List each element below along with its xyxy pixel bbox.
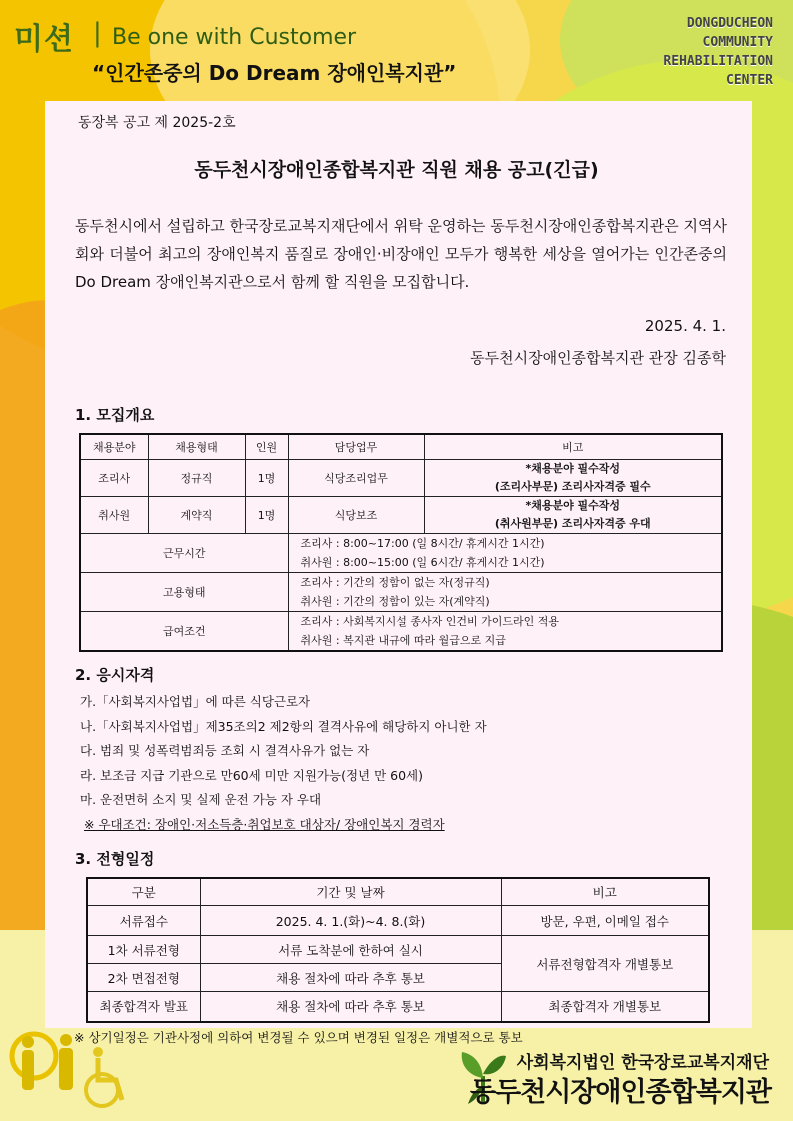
recruitment-table <box>79 433 723 652</box>
header <box>0 0 793 100</box>
table-row: 취사원 계약직 1명 식당보조 *채용분야 필수작성 (취사원부문) 조리사자격증 우대 <box>80 497 722 534</box>
table-row: 2차 면접전형 채용 절차에 따라 추후 통보 <box>87 964 709 992</box>
schedule-footnote: ※ 상기일정은 기관사정에 의하여 변경될 수 있으며 변경된 일정은 개별적으로 통보 <box>74 1030 523 1045</box>
schedule-table <box>86 877 710 1023</box>
table-row: 조리사 정규직 1명 식당조리업무 *채용분야 필수작성 (조리사부문) 조리사자격증 필수 <box>80 460 722 497</box>
separator: | <box>93 18 102 48</box>
preference-note: ※ 우대조건: 장애인·저소득층·취업보호 대상자/ 장애인복지 경력자 <box>84 816 445 832</box>
tagline: Be one with Customer <box>112 25 357 50</box>
table-row: 1차 서류전형 서류 도착분에 한하여 실시 서류전형합격자 개별통보 <box>87 936 709 964</box>
slogan: “인간존중의 Do Dream 장애인복지관” <box>92 61 457 85</box>
list-item: 다. 범죄 및 성폭력범죄등 조회 시 결격사유가 없는 자 <box>80 743 370 758</box>
list-item: 마. 운전면허 소지 및 실제 운전 가능 자 우대 <box>80 792 322 807</box>
organization-name: 동두천시장애인종합복지관 <box>470 1077 771 1108</box>
table-row: 근무시간 조리사 : 8:00~17:00 (일 8시간/ 휴게시간 1시간) 취사원 : 8:00~15:00 (일 6시간/ 휴게시간 1시간) <box>80 534 722 573</box>
table-row: 서류접수 2025. 4. 1.(화)~4. 8.(화) 방문, 우편, 이메일 접수 <box>87 906 709 936</box>
list-item: 나.「사회복지사업법」제35조의2 제2항의 결격사유에 해당하지 아니한 자 <box>80 718 487 734</box>
notice-date: 2025. 4. 1. <box>644 317 726 335</box>
qualification-list <box>80 690 487 837</box>
table-header-row: 구분 기간 및 날짜 비고 <box>87 878 709 906</box>
people-pictogram-icon <box>6 1028 156 1118</box>
notice-title: 동두천시장애인종합복지관 직원 채용 공고(긴급) <box>194 159 599 181</box>
table-row: 급여조건 조리사 : 사회복지시설 종사자 인건비 가이드라인 적용 취사원 : 복지관 내규에 따라 월급으로 지급 <box>80 612 722 652</box>
section-heading: 2. 응시자격 <box>75 666 155 684</box>
table-header-row: 채용분야 채용형태 인원 담당업무 비고 <box>80 434 722 460</box>
notice-number: 동장복 공고 제 2025-2호 <box>78 115 236 131</box>
intro-paragraph: 동두천시에서 설립하고 한국장로교복지재단에서 위탁 운영하는 동두천시장애인종합복지관은 지역사회와 더불어 최고의 장애인복지 품질로 장애인·비장애인 모두가 행복한 세상을 열어가는 인간존중의 Do Dream 장애인복지관으로서 함께 할 직원을 모집합니다. <box>75 217 727 291</box>
mission-label: 미션 <box>14 22 74 57</box>
list-item: 라. 보조금 지급 기관으로 만60세 미만 지원가능(정년 만 60세) <box>80 767 423 783</box>
parent-organization: 사회복지법인 한국장로교복지재단 <box>516 1053 769 1073</box>
signer: 동두천시장애인종합복지관 관장 김종학 <box>470 349 726 367</box>
center-english-name: DONGDUCHEON COMMUNITY REHABILITATION CENTER <box>663 16 773 88</box>
table-row: 최종합격자 발표 채용 절차에 따라 추후 통보 최종합격자 개별통보 <box>87 992 709 1022</box>
section-heading: 1. 모집개요 <box>75 406 155 424</box>
table-row: 고용형태 조리사 : 기간의 정함이 없는 자(정규직) 취사원 : 기간의 정함이 있는 자(계약직) <box>80 573 722 612</box>
list-item: 가.「사회복지사업법」에 따른 식당근로자 <box>80 694 311 709</box>
section-heading: 3. 전형일정 <box>75 850 155 868</box>
